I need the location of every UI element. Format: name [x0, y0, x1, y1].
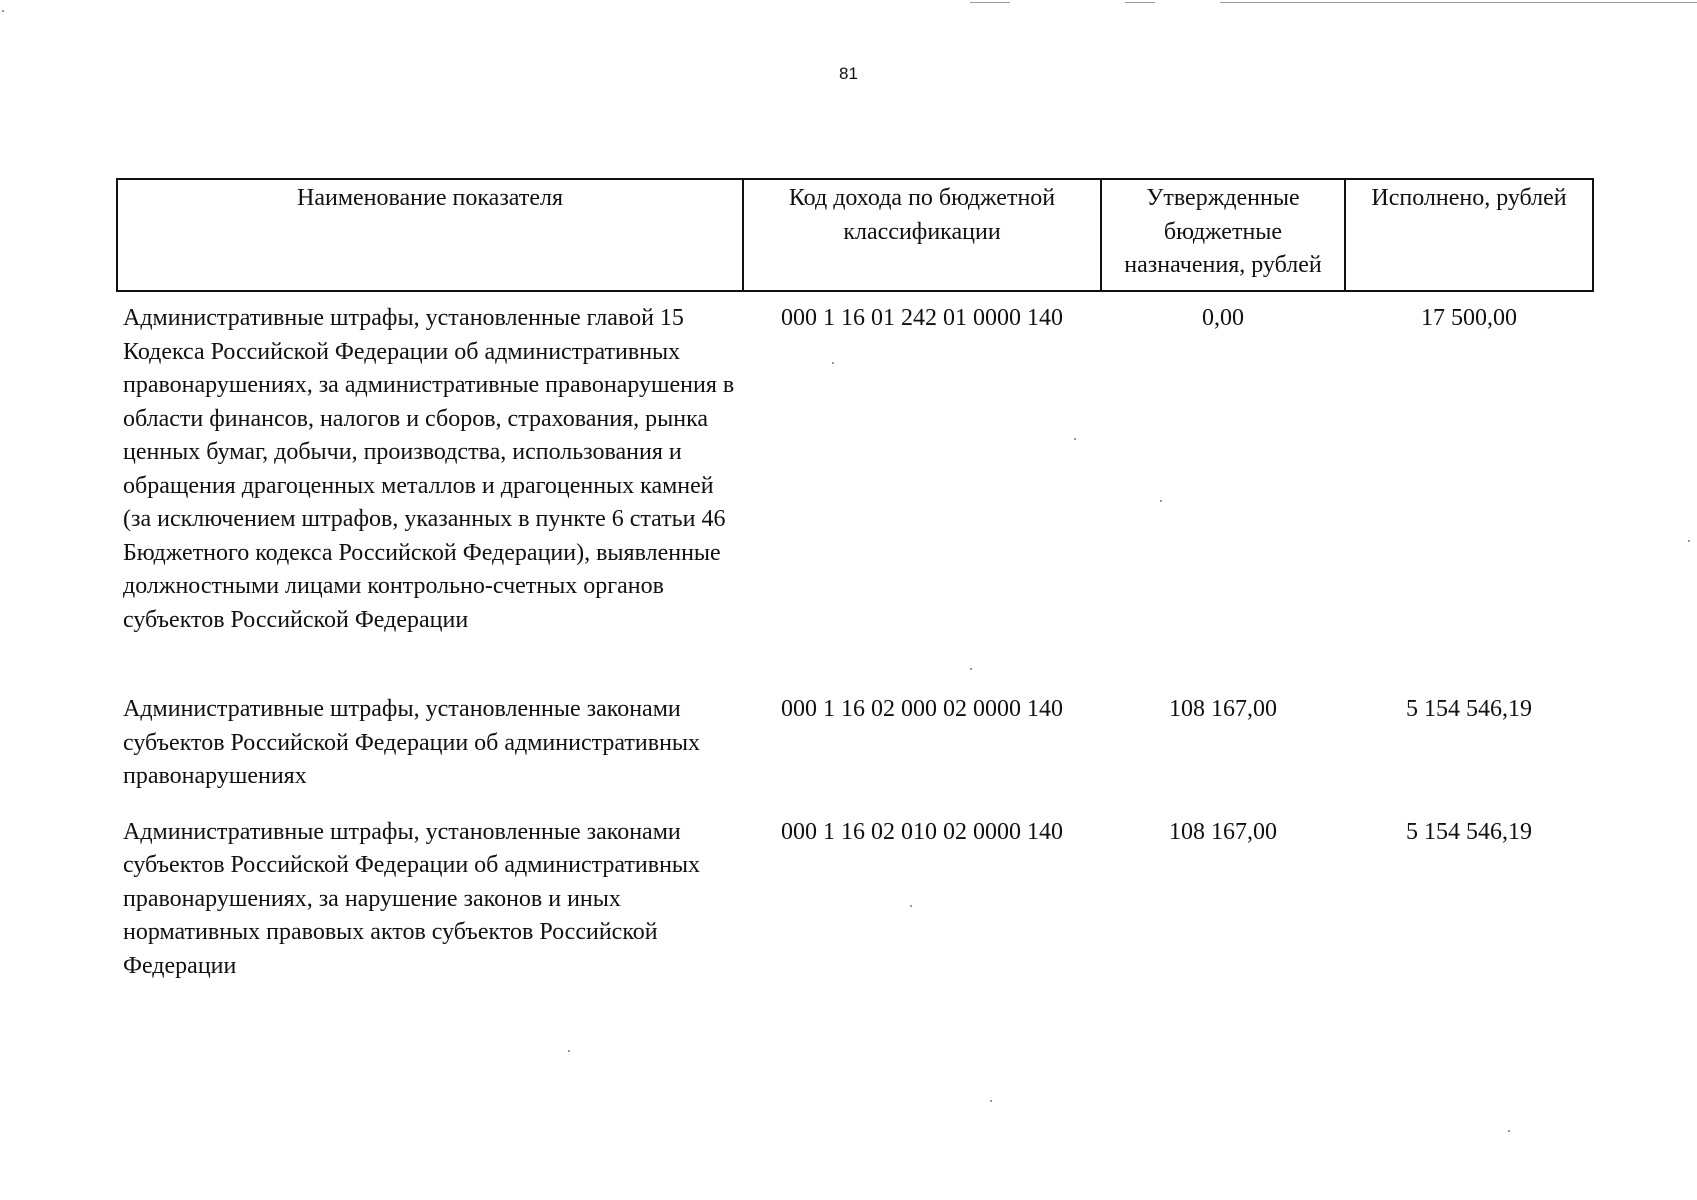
scan-speck — [970, 668, 972, 670]
header-revenue-code: Код дохода по бюджетной классификации — [743, 179, 1101, 291]
row-code: 000 1 16 01 242 01 0000 140 — [781, 305, 1063, 331]
scan-rule — [970, 2, 1010, 3]
row-code: 000 1 16 02 000 02 0000 140 — [781, 696, 1063, 722]
row-name: Административные штрафы, установленные законами субъектов Российской Федерации об административных правонарушениях — [123, 696, 701, 789]
row-executed: 5 154 546,19 — [1406, 818, 1532, 845]
header-approved: Утвержденные бюджетные назначения, рублей — [1101, 179, 1345, 291]
scan-speck — [1160, 500, 1162, 502]
header-indicator-name: Наименование показателя — [117, 179, 743, 291]
scan-rule — [1125, 2, 1155, 3]
row-name: Административные штрафы, установленные законами субъектов Российской Федерации об административных правонарушениях, за нарушение законов и иных нормативных правовых актов субъектов Российской Федерации — [123, 818, 701, 979]
row-executed: 5 154 546,19 — [1406, 696, 1532, 722]
scan-speck — [2, 10, 4, 12]
scan-speck — [568, 1050, 570, 1052]
scan-speck — [910, 905, 912, 907]
scan-speck — [1688, 540, 1690, 542]
row-name: Административные штрафы, установленные главой 15 Кодекса Российской Федерации об административных правонарушениях, за административные правонарушения в области финансов, налогов и сборов, страхования, рынка ценных бумаг, добычи, производства, использования и обращения драгоценных металлов и драгоценных камней (за исключением штрафов, указанных в пункте 6 статьи 46 Бюджетного кодекса Российской Федерации), выявленные должностными лицами контрольно-счетных органов субъектов Российской Федерации — [123, 305, 735, 633]
row-code: 000 1 16 02 010 02 0000 140 — [781, 818, 1063, 845]
scan-speck — [1508, 1130, 1510, 1132]
row-approved: 108 167,00 — [1169, 696, 1277, 722]
scan-speck — [990, 1100, 992, 1102]
scan-speck — [1074, 438, 1076, 440]
row-approved: 0,00 — [1202, 305, 1244, 331]
header-executed: Исполнено, рублей — [1345, 179, 1593, 291]
table-row — [117, 683, 1593, 806]
page-number: 81 — [839, 64, 858, 83]
scan-speck — [832, 362, 834, 364]
table-row — [117, 291, 1593, 683]
table-row — [117, 806, 1593, 984]
scan-rule — [1220, 2, 1697, 3]
revenue-table — [116, 178, 1594, 983]
row-executed: 17 500,00 — [1421, 305, 1517, 331]
row-approved: 108 167,00 — [1169, 818, 1277, 845]
table-header-row — [117, 179, 1593, 291]
